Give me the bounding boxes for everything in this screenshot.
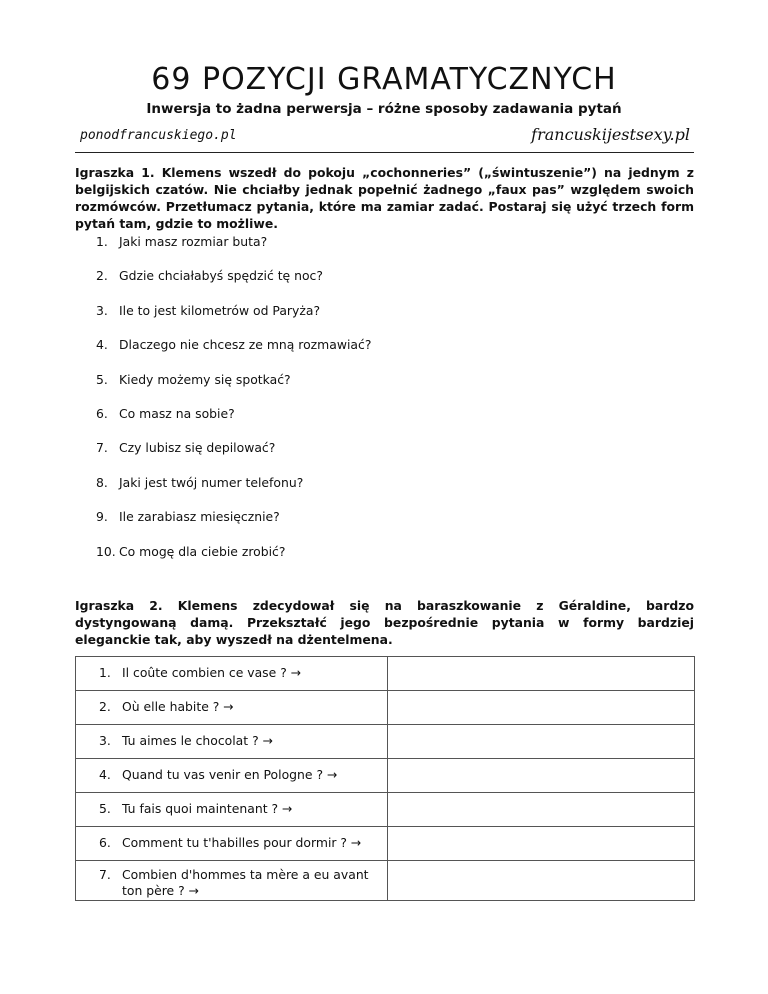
item-text: Kiedy możemy się spotkać? xyxy=(119,371,291,387)
question-text: Tu aimes le chocolat ? → xyxy=(122,733,273,748)
task2-answer-table xyxy=(75,656,695,901)
question-text: Tu fais quoi maintenant ? → xyxy=(122,801,293,816)
item-text: Co mogę dla ciebie zrobić? xyxy=(119,543,286,559)
answer-cell[interactable] xyxy=(387,657,694,691)
page-title: 69 POZYCJI GRAMATYCZNYCH xyxy=(151,62,617,97)
table-row xyxy=(76,657,695,691)
item-number: 2. xyxy=(99,699,111,714)
item-number: 4. xyxy=(99,767,111,782)
task2-instructions: Igraszka 2. Klemens zdecydował się na baraszkowanie z Géraldine, bardzo dystyngowaną damą. Przekształć jego bezpośrednie pytania w formy bardziej eleganckie tak, aby wyszedł na dżentelmena. xyxy=(75,598,694,647)
question-cell xyxy=(76,725,388,759)
item-number: 9. xyxy=(96,509,108,525)
question-cell xyxy=(76,861,388,901)
item-number: 7. xyxy=(99,867,111,882)
answer-cell[interactable] xyxy=(387,691,694,725)
answer-cell[interactable] xyxy=(387,759,694,793)
item-text: Gdzie chciałabyś spędzić tę noc? xyxy=(119,268,323,284)
question-text: Quand tu vas venir en Pologne ? → xyxy=(122,767,338,782)
list-item xyxy=(96,268,371,298)
item-number: 1. xyxy=(99,665,111,680)
answer-cell[interactable] xyxy=(387,793,694,827)
answer-cell[interactable] xyxy=(387,861,694,901)
page-subtitle: Inwersja to żadna perwersja – różne sposoby zadawania pytań xyxy=(146,101,622,117)
item-text: Jaki masz rozmiar buta? xyxy=(119,234,268,249)
list-item xyxy=(96,406,371,436)
question-cell xyxy=(76,657,388,691)
question-cell xyxy=(76,793,388,827)
table-row xyxy=(76,793,695,827)
item-text: Czy lubisz się depilować? xyxy=(119,440,276,456)
site-right-label: francuskijestsexy.pl xyxy=(531,125,690,144)
list-item xyxy=(96,337,371,367)
list-item xyxy=(96,303,371,333)
item-number: 2. xyxy=(96,268,108,284)
item-number: 3. xyxy=(96,302,108,318)
question-text: Où elle habite ? → xyxy=(122,699,234,714)
item-text: Ile zarabiasz miesięcznie? xyxy=(119,509,280,525)
task1-instructions: Igraszka 1. Klemens wszedł do pokoju „cochonneries” („świntuszenie”) na jednym z belgijskich czatów. Nie chciałby jednak popełnić żadnego „faux pas” względem swoich rozmówców. Przetłumacz pytania, które ma zamiar zadać. Postaraj się użyć trzech form pytań tam, gdzie to możliwe. xyxy=(75,165,694,231)
list-item xyxy=(96,544,371,574)
item-number: 7. xyxy=(96,440,108,456)
item-number: 8. xyxy=(96,474,108,490)
item-text: Co masz na sobie? xyxy=(119,405,235,421)
answer-cell[interactable] xyxy=(387,725,694,759)
question-text: Comment tu t'habilles pour dormir ? → xyxy=(122,835,362,850)
answer-cell[interactable] xyxy=(387,827,694,861)
table-row xyxy=(76,759,695,793)
list-item xyxy=(96,509,371,539)
question-text: Il coûte combien ce vase ? → xyxy=(122,665,302,680)
item-number: 5. xyxy=(99,801,111,816)
table-row xyxy=(76,827,695,861)
item-number: 3. xyxy=(99,733,111,748)
header-divider xyxy=(75,152,694,153)
list-item xyxy=(96,475,371,505)
question-text: Combien d'hommes ta mère a eu avant ton père ? → xyxy=(122,867,369,898)
item-number: 6. xyxy=(96,405,108,421)
item-number: 6. xyxy=(99,835,111,850)
item-text: Ile to jest kilometrów od Paryża? xyxy=(119,302,321,318)
item-number: 4. xyxy=(96,337,108,353)
item-number: 5. xyxy=(96,371,108,387)
question-cell xyxy=(76,759,388,793)
question-cell xyxy=(76,827,388,861)
table-row xyxy=(76,861,695,901)
item-number: 1. xyxy=(96,234,108,249)
task1-question-list xyxy=(96,234,371,578)
item-number: 10. xyxy=(96,543,116,559)
list-item xyxy=(96,234,371,264)
question-cell xyxy=(76,691,388,725)
list-item xyxy=(96,372,371,402)
item-text: Jaki jest twój numer telefonu? xyxy=(119,474,304,490)
site-left-label: ponodfrancuskiego.pl xyxy=(80,128,237,143)
item-text: Dlaczego nie chcesz ze mną rozmawiać? xyxy=(119,337,372,353)
list-item xyxy=(96,440,371,470)
table-row xyxy=(76,725,695,759)
table-row xyxy=(76,691,695,725)
